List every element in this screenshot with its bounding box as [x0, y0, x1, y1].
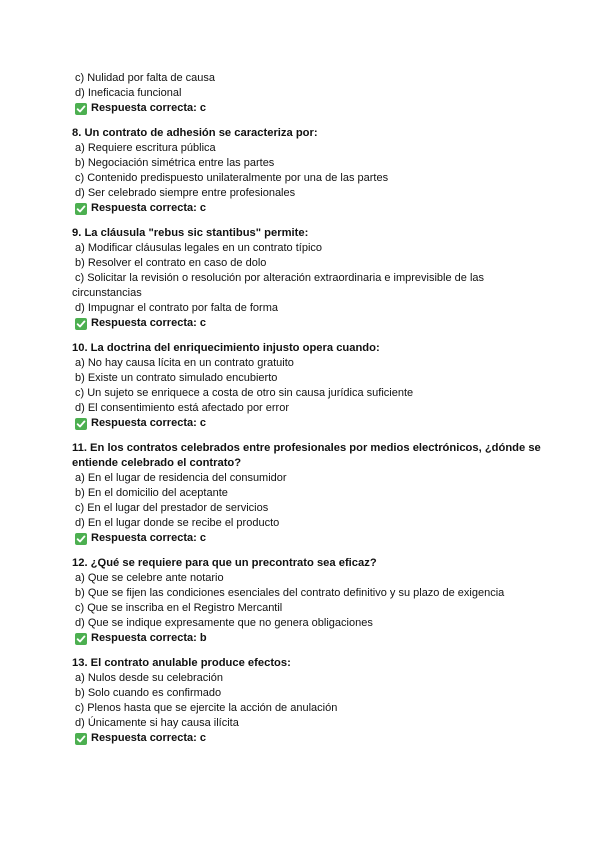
option-d: d) El consentimiento está afectado por error — [75, 402, 290, 414]
check-mark-icon — [75, 418, 87, 430]
option-a: a) En el lugar de residencia del consumidor — [75, 472, 287, 484]
question-title: 8. Un contrato de adhesión se caracteriza por: — [72, 127, 318, 139]
option-c: c) En el lugar del prestador de servicios — [75, 502, 269, 514]
answer-text: Respuesta correcta: c — [91, 102, 206, 114]
correct-answer — [72, 316, 542, 331]
question-8 — [72, 126, 542, 216]
option-b: b) Solo cuando es confirmado — [75, 687, 222, 699]
answer-text: Respuesta correcta: b — [91, 632, 207, 644]
correct-answer — [72, 531, 542, 546]
option-c: c) Nulidad por falta de causa — [75, 72, 216, 84]
option-b: b) Resolver el contrato en caso de dolo — [75, 257, 267, 269]
document-page — [72, 71, 542, 756]
option-a: a) Modificar cláusulas legales en un contrato típico — [75, 242, 323, 254]
check-mark-icon — [75, 318, 87, 330]
answer-text: Respuesta correcta: c — [91, 732, 206, 744]
question-title: 12. ¿Qué se requiere para que un precontrato sea eficaz? — [72, 557, 377, 569]
option-c: c) Plenos hasta que se ejercite la acción de anulación — [75, 702, 338, 714]
option-d: d) Ineficacia funcional — [75, 87, 182, 99]
answer-text: Respuesta correcta: c — [91, 317, 206, 329]
question-10 — [72, 341, 542, 431]
question-title: 9. La cláusula "rebus sic stantibus" permite: — [72, 227, 309, 239]
option-d: d) Ser celebrado siempre entre profesionales — [75, 187, 296, 199]
question-7-continuation — [72, 71, 542, 116]
option-a: a) Requiere escritura pública — [75, 142, 216, 154]
option-b: b) Que se fijen las condiciones esenciales del contrato definitivo y su plazo de exigencia — [75, 587, 505, 599]
option-b: b) Negociación simétrica entre las partes — [75, 157, 275, 169]
option-d: d) Impugnar el contrato por falta de forma — [75, 302, 278, 314]
option-b: b) En el domicilio del aceptante — [75, 487, 228, 499]
check-mark-icon — [75, 633, 87, 645]
answer-text: Respuesta correcta: c — [91, 417, 206, 429]
option-b: b) Existe un contrato simulado encubierto — [75, 372, 278, 384]
question-title: 13. El contrato anulable produce efectos: — [72, 657, 291, 669]
option-c: c) Que se inscriba en el Registro Mercantil — [75, 602, 283, 614]
check-mark-icon — [75, 733, 87, 745]
question-9 — [72, 226, 542, 331]
correct-answer — [72, 416, 542, 431]
answer-text: Respuesta correcta: c — [91, 532, 206, 544]
question-12 — [72, 556, 542, 646]
option-d: d) En el lugar donde se recibe el producto — [75, 517, 280, 529]
correct-answer — [72, 101, 542, 116]
question-title: 10. La doctrina del enriquecimiento injusto opera cuando: — [72, 342, 380, 354]
correct-answer — [72, 201, 542, 216]
check-mark-icon — [75, 533, 87, 545]
check-mark-icon — [75, 203, 87, 215]
option-d: d) Únicamente si hay causa ilícita — [75, 717, 239, 729]
correct-answer — [72, 731, 542, 746]
option-c: c) Solicitar la revisión o resolución por alteración extraordinaria e imprevisible de las circunstancias — [72, 272, 485, 299]
question-13 — [72, 656, 542, 746]
option-a: a) No hay causa lícita en un contrato gratuito — [75, 357, 294, 369]
option-c: c) Un sujeto se enriquece a costa de otro sin causa jurídica suficiente — [75, 387, 414, 399]
question-title: 11. En los contratos celebrados entre profesionales por medios electrónicos, ¿dónde se entiende celebrado el contrato? — [72, 442, 541, 469]
option-a: a) Que se celebre ante notario — [75, 572, 224, 584]
check-mark-icon — [75, 103, 87, 115]
answer-text: Respuesta correcta: c — [91, 202, 206, 214]
question-11 — [72, 441, 542, 546]
option-a: a) Nulos desde su celebración — [75, 672, 223, 684]
correct-answer — [72, 631, 542, 646]
option-d: d) Que se indique expresamente que no genera obligaciones — [75, 617, 373, 629]
option-c: c) Contenido predispuesto unilateralmente por una de las partes — [75, 172, 389, 184]
